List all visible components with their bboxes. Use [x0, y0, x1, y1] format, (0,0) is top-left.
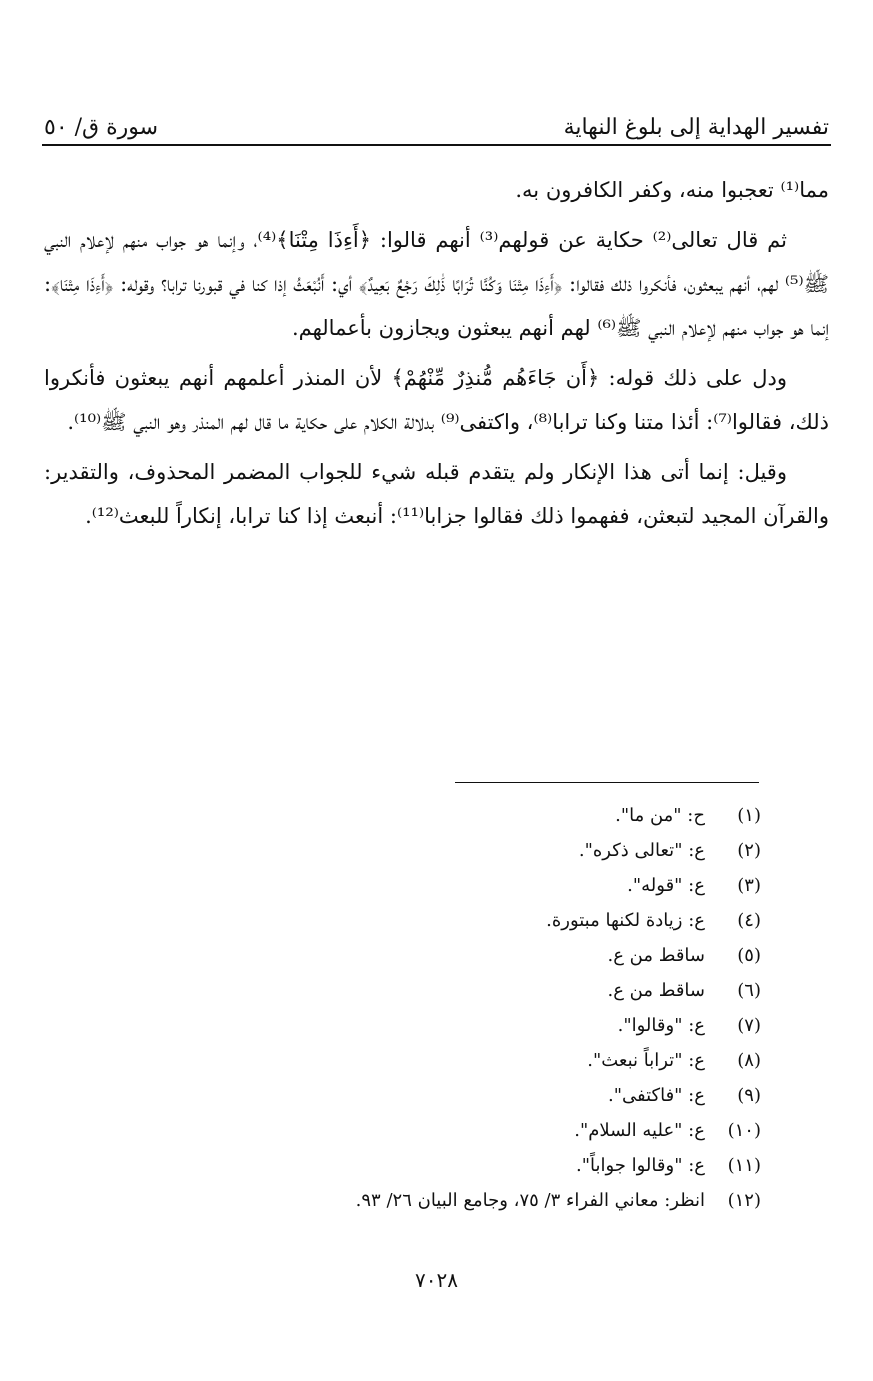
- footnote-number: (١): [737, 805, 761, 826]
- footnote-number: (١٢): [727, 1190, 761, 1211]
- book-title: تفسير الهداية إلى بلوغ النهاية: [563, 115, 829, 140]
- footnote: [40, 903, 761, 938]
- footnote: [40, 1183, 761, 1218]
- footnote-number: (٣): [737, 875, 761, 896]
- footnote-text: ع: "وقالوا جواباً".: [575, 1155, 705, 1176]
- paragraph: وقيل: إنما أتى هذا الإنكار ولم يتقدم قبله شيء للجواب المضمر المحذوف، والتقدير: والقرآن المجيد لتبعثن، ففهموا ذلك فقالوا جزابا⁽¹¹⁾: أنبعث إذا كنا ترابا، إنكاراً للبعث⁽¹²⁾.: [44, 460, 829, 528]
- footnote-text: ساقط من ع.: [607, 945, 705, 966]
- footnote: [40, 833, 761, 868]
- footnote-number: (٩): [737, 1085, 761, 1106]
- footnote-number: (٥): [737, 945, 761, 966]
- header-rule: [42, 144, 831, 146]
- footnote-number: (٨): [737, 1050, 761, 1071]
- main-text: [44, 168, 829, 544]
- footnote-number: (٢): [737, 840, 761, 861]
- running-header: [44, 100, 829, 140]
- footnote: [40, 938, 761, 973]
- footnote: [40, 1043, 761, 1078]
- footnote-number: (١٠): [727, 1120, 761, 1141]
- footnote-number: (٦): [737, 980, 761, 1001]
- footnote: [40, 1078, 761, 1113]
- footnote-text: ح: "من ما".: [615, 805, 705, 826]
- footnote: [40, 1008, 761, 1043]
- paragraph: ودل على ذلك قوله: ﴿أَن جَاءَهُم مُّنذِرٌ مِّنْهُمْ﴾ لأن المنذر أعلمهم أنهم يبعثون فأنكروا ذلك، فقالوا⁽⁷⁾: أئذا متنا وكنا ترابا⁽⁸⁾، واكتفى⁽⁹⁾ بدلالة الكلام على حكاية ما قال لهم المنذر وهو النبي ﷺ⁽¹⁰⁾.: [44, 366, 829, 434]
- footnote-rule: [455, 782, 759, 783]
- surah-label: سورة ق/ ٥٠: [44, 115, 159, 140]
- footnote-text: ع: "فاكتفى".: [607, 1085, 705, 1106]
- footnote-text: ع: "وقالوا".: [617, 1015, 705, 1036]
- footnote-text: ع: "قوله".: [627, 875, 705, 896]
- footnote-number: (٧): [737, 1015, 761, 1036]
- footnote: [40, 1113, 761, 1148]
- footnote: [40, 973, 761, 1008]
- footnote-number: (١١): [727, 1155, 761, 1176]
- footnote-text: ع: زيادة لكنها مبتورة.: [546, 910, 705, 931]
- footnote-text: ع: "تراباً نبعث".: [587, 1050, 705, 1071]
- footnote: [40, 1148, 761, 1183]
- footnote: [40, 868, 761, 903]
- paragraph: مما⁽¹⁾ تعجبوا منه، وكفر الكافرون به.: [515, 178, 829, 202]
- paragraph: ثم قال تعالى⁽²⁾ حكاية عن قولهم⁽³⁾ أنهم قالوا: ﴿أَءِذَا مِتْنَا﴾⁽⁴⁾، وإنما هو جواب منهم لإعلام النبي ﷺ⁽⁵⁾ لهم، أنهم يبعثون، فأنكروا ذلك فقالوا: ﴿أَءِذَا مِتْنَا وَكُنَّا تُرَابًا ذَٰلِكَ رَجْعٌ بَعِيدٌ﴾ أي: أَنُبْعَثُ إذا كنا في قبورنا ترابا؟ وقوله: ﴿أَءِذَا مِتْنَا﴾: إنما هو جواب منهم لإعلام النبي ﷺ⁽⁶⁾ لهم أنهم يبعثون ويجازون بأعمالهم.: [44, 228, 829, 340]
- footnote-text: ساقط من ع.: [607, 980, 705, 1001]
- footnote: [40, 798, 761, 833]
- footnote-text: انظر: معاني الفراء ٣/ ٧٥، وجامع البيان ٢٦/ ٩٣.: [355, 1190, 705, 1211]
- footnote-text: ع: "عليه السلام".: [574, 1120, 705, 1141]
- footnote-list: [40, 798, 761, 1218]
- footnote-number: (٤): [737, 910, 761, 931]
- page-number: ٧٠٢٨: [415, 1268, 458, 1292]
- footnote-text: ع: "تعالى ذكره".: [578, 840, 705, 861]
